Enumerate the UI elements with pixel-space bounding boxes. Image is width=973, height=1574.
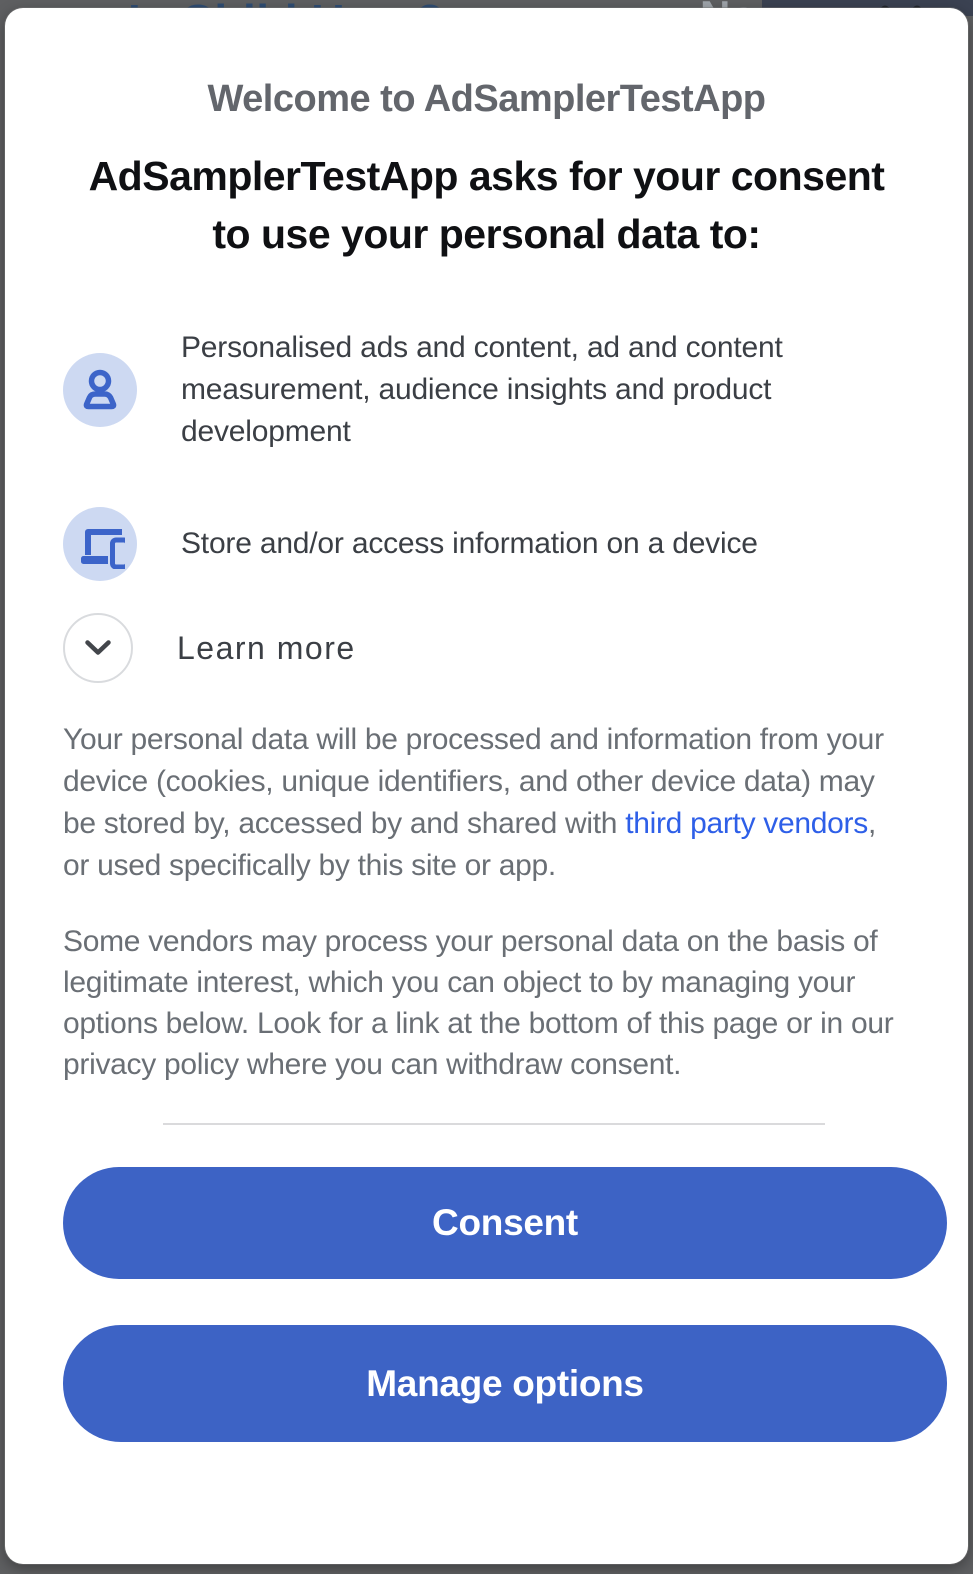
- manage-options-button[interactable]: Manage options: [63, 1325, 947, 1442]
- purpose-row-personalised-ads: [63, 327, 910, 453]
- person-icon: [63, 353, 137, 427]
- consent-paragraph-1: [63, 719, 910, 887]
- consent-dialog: [5, 8, 968, 1564]
- welcome-title: Welcome to AdSamplerTestApp: [207, 78, 766, 120]
- consent-button[interactable]: Consent: [63, 1167, 947, 1279]
- divider: [163, 1123, 825, 1125]
- paragraph-text: Your personal data will be processed and information from your device (cookies, unique identifiers, and other device data) may be stored by, accessed by and shared with: [63, 723, 884, 841]
- learn-more-row: [63, 613, 910, 683]
- consent-heading: AdSamplerTestApp asks for your consent to use your personal data to:: [88, 153, 885, 258]
- purpose-list: [63, 327, 910, 581]
- consent-paragraph-2: Some vendors may process your personal data on the basis of legitimate interest, which you can object to by managing your options below. Look for a link at the bottom of this page or in our privacy policy where you can withdraw consent.: [63, 925, 894, 1082]
- purpose-row-store-access: [63, 507, 910, 581]
- purpose-text: Personalised ads and content, ad and content measurement, audience insights and product development: [181, 331, 783, 449]
- learn-more-expand-button[interactable]: [63, 613, 133, 683]
- devices-icon: [63, 507, 137, 581]
- learn-more-label[interactable]: Learn more: [177, 629, 356, 666]
- third-party-vendors-link[interactable]: third party vendors: [625, 807, 868, 841]
- purpose-text: Store and/or access information on a device: [181, 527, 758, 561]
- paragraph-text: , or used specifically by this site or app.: [63, 807, 876, 883]
- chevron-down-icon: [85, 640, 111, 656]
